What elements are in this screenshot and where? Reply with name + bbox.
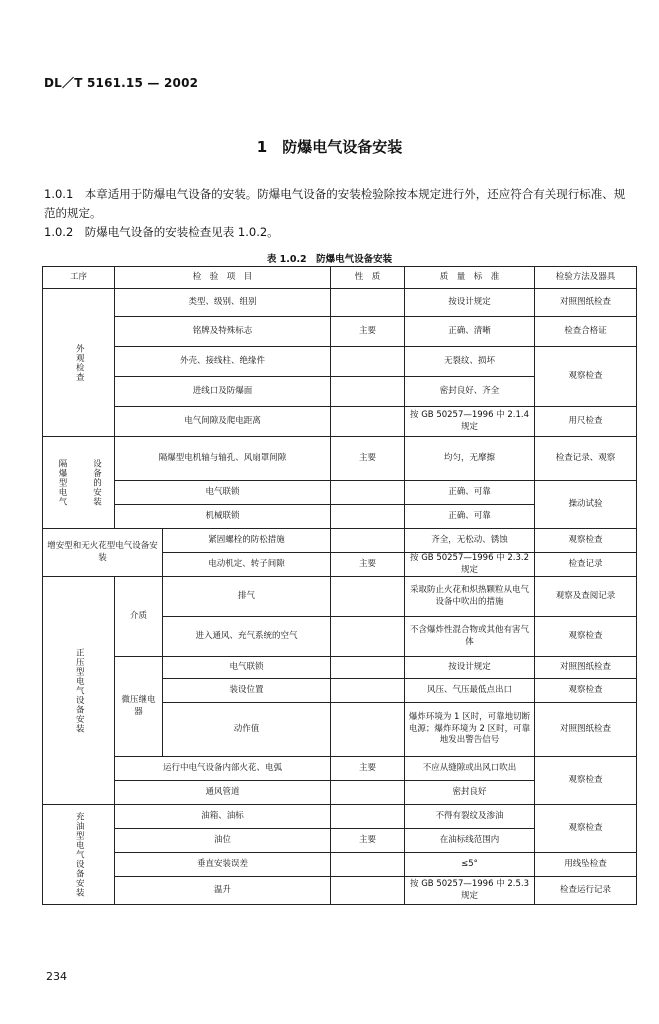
- table-row: [43, 877, 637, 905]
- standard-cell: 均匀，无摩擦: [405, 437, 535, 481]
- method-cell: 观察检查: [535, 805, 637, 853]
- table-row: [43, 437, 637, 481]
- item-cell: 紧固螺栓的防松措施: [163, 529, 331, 553]
- standard-cell: 爆炸环境为 1 区时，可靠地切断电源；爆炸环境为 2 区时，可靠地发出警告信号: [405, 703, 535, 757]
- standard-cell: 正确、可靠: [405, 505, 535, 529]
- method-cell: 检查记录、观察: [535, 437, 637, 481]
- nature-cell: [331, 805, 405, 829]
- nature-cell: [331, 347, 405, 377]
- standard-cell: 按 GB 50257—1996 中 2.3.2 规定: [405, 553, 535, 577]
- standard-cell: 不含爆炸性混合物或其他有害气体: [405, 617, 535, 657]
- standard-cell: ≤5°: [405, 853, 535, 877]
- item-cell: 油位: [115, 829, 331, 853]
- col-header-process: 工序: [43, 267, 115, 289]
- nature-cell: 主要: [331, 317, 405, 347]
- nature-cell: [331, 505, 405, 529]
- method-cell: 检查运行记录: [535, 877, 637, 905]
- item-cell: 类型、级别、组别: [115, 289, 331, 317]
- page-number: 234: [46, 970, 67, 983]
- standard-cell: 不应从缝隙或出风口吹出: [405, 757, 535, 781]
- table-row: [43, 577, 637, 617]
- method-cell: 观察及查阅记录: [535, 577, 637, 617]
- document-code-header: DL／T 5161.15 — 2002: [44, 76, 199, 90]
- standard-cell: 不得有裂纹及渗油: [405, 805, 535, 829]
- table-row: [43, 757, 637, 781]
- table-row: [43, 481, 637, 505]
- group-pressurized-install: 正压型电气设备安装: [43, 577, 115, 805]
- nature-cell: [331, 703, 405, 757]
- col-header-standard: 质 量 标 准: [405, 267, 535, 289]
- nature-cell: 主要: [331, 553, 405, 577]
- col-header-item: 检 验 项 目: [115, 267, 331, 289]
- nature-cell: [331, 853, 405, 877]
- table-row: [43, 289, 637, 317]
- nature-cell: [331, 657, 405, 679]
- nature-cell: [331, 679, 405, 703]
- table-caption: 表 1.0.2 防爆电气设备安装: [266, 254, 393, 265]
- item-cell: 电动机定、转子间隙: [163, 553, 331, 577]
- nature-cell: [331, 877, 405, 905]
- method-cell: 观察检查: [535, 757, 637, 805]
- item-cell: 运行中电气设备内部火花、电弧: [115, 757, 331, 781]
- standard-cell: 按 GB 50257—1996 中 2.1.4 规定: [405, 407, 535, 437]
- item-cell: 电气联锁: [163, 657, 331, 679]
- item-cell: 通风管道: [115, 781, 331, 805]
- inspection-table: [42, 266, 637, 905]
- standard-cell: 按设计规定: [405, 289, 535, 317]
- item-cell: 铭牌及特殊标志: [115, 317, 331, 347]
- standard-cell: 无裂纹、损坏: [405, 347, 535, 377]
- standard-cell: 风压、气压最低点出口: [405, 679, 535, 703]
- subgroup-micro-pressure-relay: 微压继电器: [115, 657, 163, 757]
- standard-cell: 按设计规定: [405, 657, 535, 679]
- method-cell: 对照图纸检查: [535, 657, 637, 679]
- nature-cell: [331, 617, 405, 657]
- method-cell: 检查记录: [535, 553, 637, 577]
- item-cell: 装设位置: [163, 679, 331, 703]
- item-cell: 排气: [163, 577, 331, 617]
- method-cell: 检查合格证: [535, 317, 637, 347]
- standard-cell: 在油标线范围内: [405, 829, 535, 853]
- item-cell: 隔爆型电机轴与轴孔、风扇罩间隙: [115, 437, 331, 481]
- method-cell: 观察检查: [535, 617, 637, 657]
- item-cell: 电气间隙及爬电距离: [115, 407, 331, 437]
- item-cell: 油箱、油标: [115, 805, 331, 829]
- nature-cell: 主要: [331, 757, 405, 781]
- clause-1-0-2: 1.0.2 防爆电气设备的安装检查见表 1.0.2。: [44, 225, 279, 239]
- col-header-nature: 性 质: [331, 267, 405, 289]
- nature-cell: [331, 781, 405, 805]
- nature-cell: [331, 481, 405, 505]
- table-row: [43, 657, 637, 679]
- standard-cell: 采取防止火花和炽热颗粒从电气设备中吹出的措施: [405, 577, 535, 617]
- method-cell: 对照图纸检查: [535, 289, 637, 317]
- table-row: [43, 347, 637, 377]
- item-cell: 进入通风、充气系统的空气: [163, 617, 331, 657]
- nature-cell: [331, 577, 405, 617]
- item-cell: 机械联锁: [115, 505, 331, 529]
- nature-cell: [331, 529, 405, 553]
- item-cell: 进线口及防爆面: [115, 377, 331, 407]
- method-cell: 用线坠检查: [535, 853, 637, 877]
- table-row: [43, 529, 637, 553]
- method-cell: 观察检查: [535, 347, 637, 407]
- nature-cell: [331, 407, 405, 437]
- table-row: [43, 317, 637, 347]
- item-cell: 垂直安装误差: [115, 853, 331, 877]
- method-cell: 观察检查: [535, 679, 637, 703]
- subgroup-medium: 介质: [115, 577, 163, 657]
- standard-cell: 密封良好: [405, 781, 535, 805]
- clause-1-0-1: 1.0.1 本章适用于防爆电气设备的安装。防爆电气设备的安装检验除按本规定进行外，还应符合有关现行标准、规范的规定。: [44, 187, 626, 220]
- standard-cell: 按 GB 50257—1996 中 2.5.3 规定: [405, 877, 535, 905]
- group-oil-immersed-install: 充油型电气设备安装: [43, 805, 115, 905]
- group-flameproof-install: 隔爆型电气 设备的安装: [43, 437, 115, 529]
- standard-cell: 正确、可靠: [405, 481, 535, 505]
- standard-cell: 正确、清晰: [405, 317, 535, 347]
- table-row: [43, 407, 637, 437]
- item-cell: 外壳、接线柱、绝缘件: [115, 347, 331, 377]
- table-row: [43, 805, 637, 829]
- nature-cell: 主要: [331, 437, 405, 481]
- table-header-row: [43, 267, 637, 289]
- nature-cell: 主要: [331, 829, 405, 853]
- standard-cell: 密封良好、齐全: [405, 377, 535, 407]
- method-cell: 对照图纸检查: [535, 703, 637, 757]
- nature-cell: [331, 289, 405, 317]
- standard-cell: 齐全，无松动、锈蚀: [405, 529, 535, 553]
- item-cell: 动作值: [163, 703, 331, 757]
- item-cell: 电气联锁: [115, 481, 331, 505]
- method-cell: 操动试验: [535, 481, 637, 529]
- nature-cell: [331, 377, 405, 407]
- chapter-title: 1 防爆电气设备安装: [256, 138, 403, 156]
- item-cell: 温升: [115, 877, 331, 905]
- group-appearance-check: 外观检查: [43, 289, 115, 437]
- col-header-method: 检验方法及器具: [535, 267, 637, 289]
- method-cell: 观察检查: [535, 529, 637, 553]
- table-row: [43, 853, 637, 877]
- method-cell: 用尺检查: [535, 407, 637, 437]
- group-increased-safety-install: 增安型和无火花型电气设备安装: [43, 529, 163, 577]
